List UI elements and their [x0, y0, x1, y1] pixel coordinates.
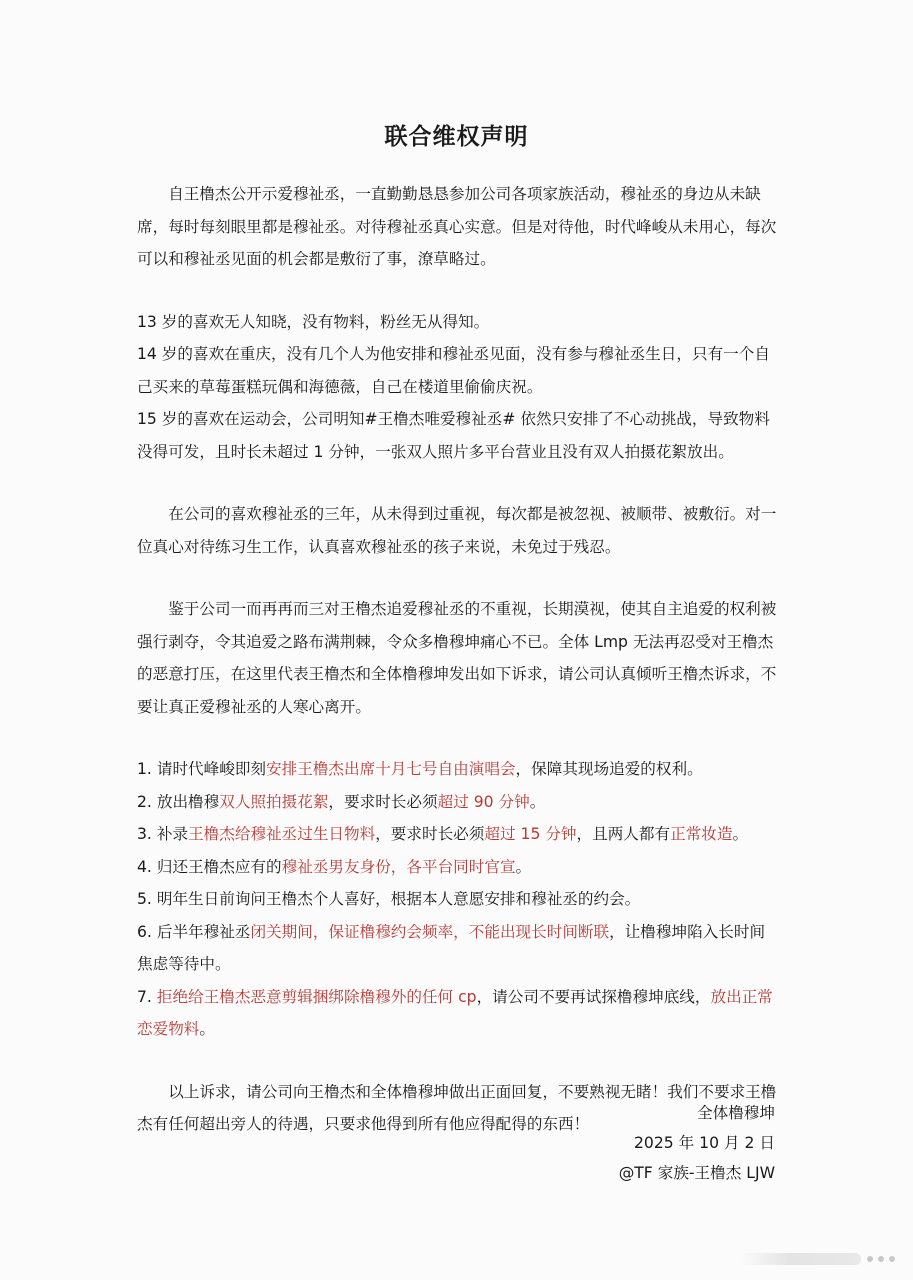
highlight: 放出正常恋爱物料 [137, 987, 773, 1038]
statement-body [137, 178, 777, 1141]
age-14-line: 14 岁的喜欢在重庆，没有几个人为他安排和穆祉丞见面，没有参与穆祉丞生日，只有一个自己买来的草莓蛋糕玩偶和海德薇，自己在楼道里偷偷庆祝。 [137, 345, 770, 396]
demand-item-4: 4. 归还王橹杰应有的穆祉丞男友身份，各平台同时官宣。 [137, 857, 532, 876]
closing-paragraph: 以上诉求，请公司向王橹杰和全体橹穆坤做出正面回复，不要熟视无睹！我们不要求王橹杰有任何超出旁人的待遇，只要求他得到所有他应得配得的东西！ [137, 1082, 777, 1133]
highlight: 拒绝给王橹杰恶意剪辑捆绑除橹穆外的任何 cp [156, 987, 477, 1006]
highlight: 超过 90 分钟 [437, 792, 530, 811]
three-years-paragraph: 在公司的喜欢穆祉丞的三年，从未得到过重视，每次都是被忽视、被顺带、被敷衍。对一位真心对待练习生工作，认真喜欢穆祉丞的孩子来说，未免过于残忍。 [137, 505, 777, 556]
demand-item-2: 2. 放出橹穆双人照拍摄花絮，要求时长必须超过 90 分钟。 [137, 792, 546, 811]
highlight: 安排王橹杰出席十月七号自由演唱会 [266, 760, 516, 778]
page-title: 联合维权声明 [384, 124, 529, 150]
signature-block [619, 1098, 775, 1188]
age-15-line: 15 岁的喜欢在运动会，公司明知#王橹杰唯爱穆祉丞# 依然只安排了不心动挑战，导致物料没得可发，且时长未超过 1 分钟，一张双人照片多平台营业且没有双人拍摄花絮放出。 [137, 410, 770, 461]
signature-date: 2025 年 10 月 2 日 [633, 1134, 775, 1152]
demand-item-5: 5. 明年生日前询问王橹杰个人喜好，根据本人意愿安排和穆祉丞的约会。 [137, 890, 641, 908]
demand-item-7: 7. 拒绝给王橹杰恶意剪辑捆绑除橹穆外的任何 cp，请公司不要再试探橹穆坤底线，放出正常恋爱物料。 [137, 987, 773, 1038]
demand-item-1: 1. 请时代峰峻即刻安排王橹杰出席十月七号自由演唱会，保障其现场追爱的权利。 [137, 760, 703, 778]
signature-org: 全体橹穆坤 [697, 1104, 775, 1122]
signature-handle: @TF 家族-王橹杰 LJW [618, 1164, 775, 1182]
highlight: 王橹杰给穆祉丞过生日物料 [188, 825, 376, 843]
highlight: 正常妆造 [670, 825, 733, 843]
highlight: 穆祉丞男友身份，各平台同时官宣 [281, 857, 516, 876]
highlight: 双人照拍摄花絮 [219, 792, 329, 811]
demand-item-3: 3. 补录王橹杰给穆祉丞过生日物料，要求时长必须超过 15 分钟，且两人都有正常妆造。 [137, 825, 749, 843]
demand-item-6: 6. 后半年穆祉丞闭关期间，保证橹穆约会频率，不能出现长时间断联，让橹穆坤陷入长时间焦虑等待中。 [137, 922, 766, 973]
intro-paragraph: 自王橹杰公开示爱穆祉丞，一直勤勤恳恳参加公司各项家族活动，穆祉丞的身边从未缺席，每时每刻眼里都是穆祉丞。对待穆祉丞真心实意。但是对待他，时代峰峻从未用心，每次可以和穆祉丞见面的机会都是敷衍了事，潦草略过。 [137, 185, 777, 268]
highlight: 闭关期间，保证橹穆约会频率，不能出现长时间断联 [250, 922, 610, 941]
demand-intro-paragraph: 鉴于公司一而再再而三对王橹杰追爱穆祉丞的不重视，长期漠视，使其自主追爱的权利被强行剥夺，令其追爱之路布满荆棘，令众多橹穆坤痛心不已。全体 Lmp 无法再忍受对王橹杰的恶意打压，在这里代表王橹杰和全体橹穆坤发出如下诉求，请公司认真倾听王橹杰诉求，不要让真正爱穆祉丞的人寒心离开。 [137, 600, 777, 716]
demand-list [137, 753, 777, 1046]
highlight: 超过 15 分钟 [484, 825, 577, 843]
watermark-decoration [715, 1246, 895, 1272]
age-13-line: 13 岁的喜欢无人知晓，没有物料，粉丝无从得知。 [137, 312, 490, 331]
